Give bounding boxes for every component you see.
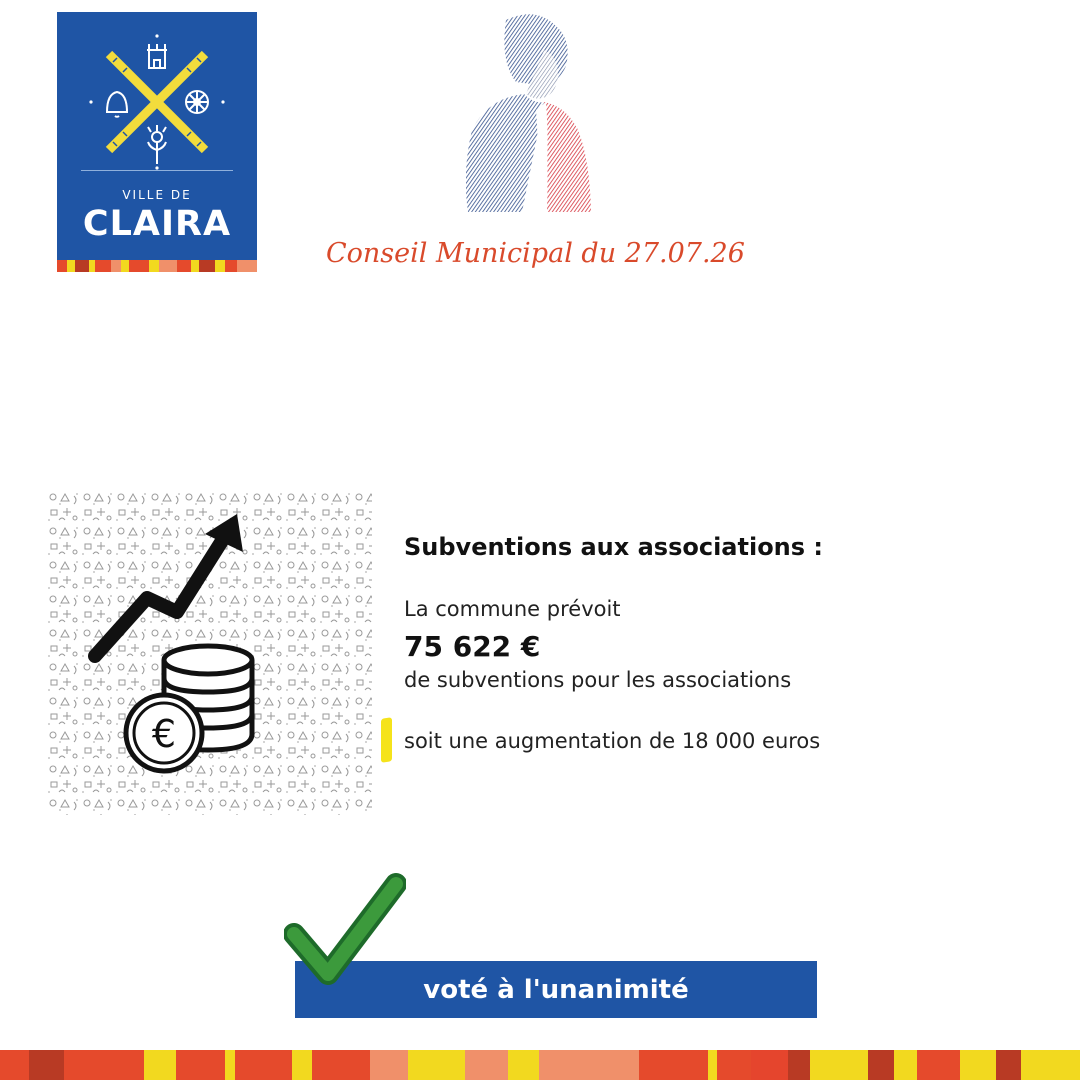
subsidy-amount: 75 622 € — [404, 630, 541, 663]
logo-stripe — [57, 260, 257, 272]
subsidies-heading: Subventions aux associations : — [404, 533, 824, 561]
logo-divider — [81, 170, 233, 171]
logo-ville-de: VILLE DE — [122, 188, 192, 202]
commune-plans-text: La commune prévoit — [404, 597, 621, 621]
logo-town-name: CLAIRA — [82, 204, 232, 244]
vote-result-label: voté à l'unanimité — [423, 974, 689, 1005]
highlight-marker — [381, 717, 392, 763]
subsidy-description: de subventions pour les associations — [404, 668, 792, 692]
svg-text:€: € — [151, 712, 177, 756]
euro-coin-icon — [126, 695, 202, 771]
checkmark-icon — [284, 872, 406, 987]
bottom-color-stripe — [0, 1050, 1080, 1080]
marianne-bust-icon — [466, 10, 591, 212]
council-date-title: Conseil Municipal du 27.07.26 — [326, 238, 745, 269]
increase-text: soit une augmentation de 18 000 euros — [404, 729, 821, 753]
ville-de-claira-logo — [57, 12, 257, 272]
finance-illustration — [47, 490, 372, 815]
claira-emblem-icon — [87, 32, 227, 172]
